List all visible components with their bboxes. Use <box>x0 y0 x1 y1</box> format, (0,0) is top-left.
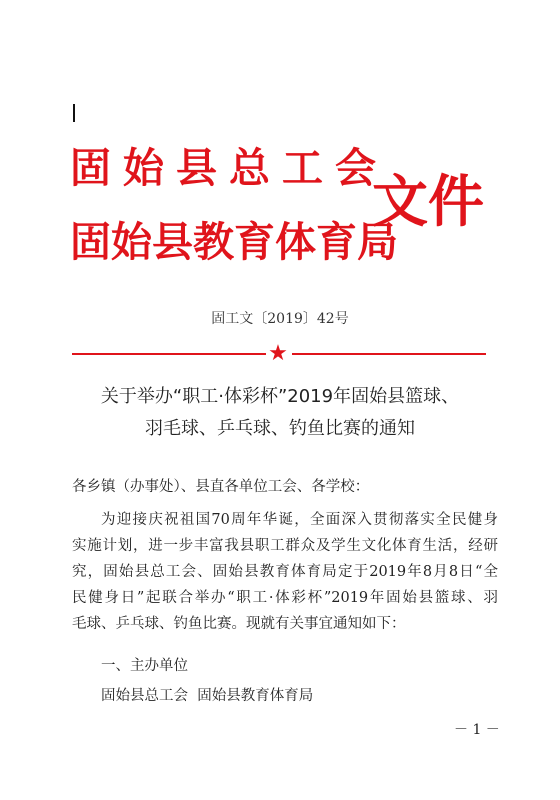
star-icon: ★ <box>268 341 288 366</box>
notice-title-line-1: 关于举办“职工·体彩杯”2019年固始县篮球、 <box>100 386 460 407</box>
document-type-label: 文件 <box>372 170 484 235</box>
body-paragraph <box>72 507 498 637</box>
notice-title-line-2: 羽毛球、乒乓球、钓鱼比赛的通知 <box>145 418 415 439</box>
body-line-4: 民健身日”起联合举办“职工·体彩杯”2019年固始县篮球、羽 <box>72 590 498 606</box>
body-line-1: 为迎接庆祝祖国70周年华诞，全面深入贯彻落实全民健身 <box>101 512 498 528</box>
body-line-3: 究，固始县总工会、固始县教育体育局定于2019年8月8日“全 <box>72 564 498 580</box>
section-heading-organizers: 一、主办单位 <box>101 658 188 674</box>
body-line-5: 毛球、乒乓球、钓鱼比赛。现就有关事宜通知如下： <box>72 616 406 632</box>
issuing-org-2: 固始县教育体育局 <box>70 218 398 266</box>
notice-title <box>0 381 560 445</box>
body-line-2: 实施计划，进一步丰富我县职工群众及学生文化体育生活，经研 <box>72 538 498 554</box>
organizers-text: 固始县总工会 固始县教育体育局 <box>101 688 314 704</box>
red-rule-right <box>292 353 486 355</box>
page-number: － 1 － <box>454 722 500 738</box>
document-number: 固工文〔2019〕42号 <box>211 311 349 327</box>
text-cursor-mark <box>73 104 75 122</box>
red-rule-left <box>72 353 266 355</box>
salutation: 各乡镇（办事处）、县直各单位工会、各学校： <box>72 479 370 495</box>
issuing-org-1: 固始县总工会 <box>70 144 388 192</box>
